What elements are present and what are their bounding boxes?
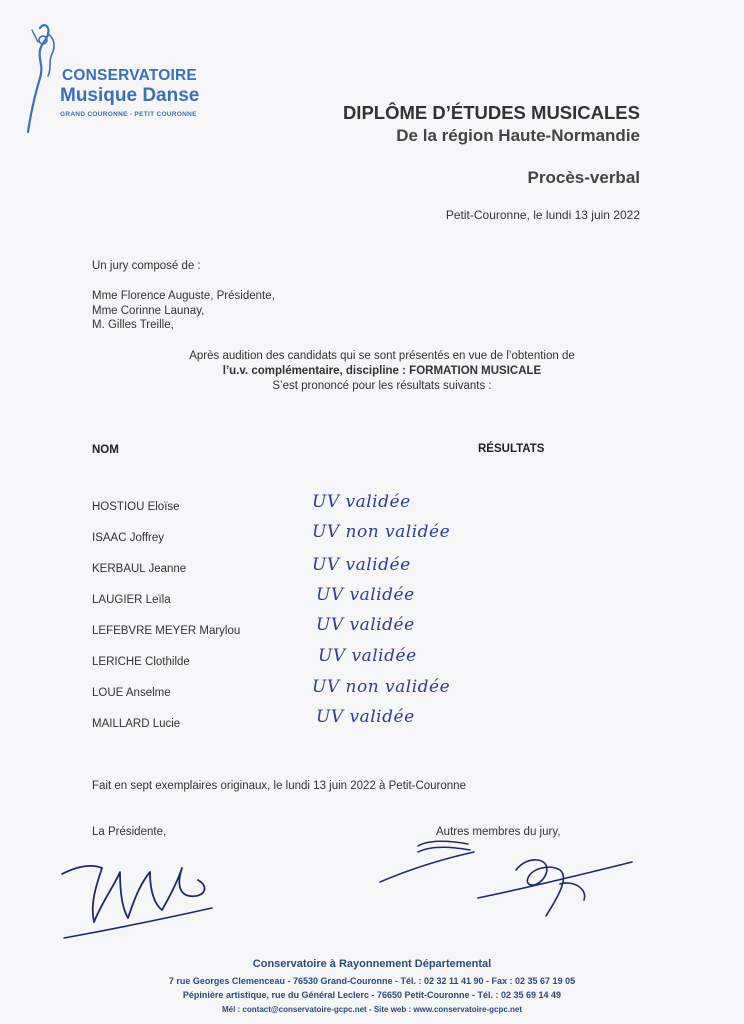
document-subtitle: De la région Haute-Normandie xyxy=(396,126,640,145)
presidente-signature-icon xyxy=(58,846,218,946)
jury-member: Mme Florence Auguste, Présidente, xyxy=(92,290,275,302)
footer-address-2: Pépinière artistique, rue du Général Leclerc - 76650 Petit-Couronne - Tél. : 02 35 69 14 49 xyxy=(182,990,562,1000)
handwritten-result: UV validée xyxy=(318,646,417,666)
handwritten-result: UV non validée xyxy=(312,677,451,697)
statement-line-3: S’est prononcé pour les résultats suivants : xyxy=(272,380,492,392)
handwritten-result: UV non validée xyxy=(312,522,451,542)
handwritten-result: UV validée xyxy=(316,585,415,605)
jury-member-signature-icon xyxy=(476,844,636,924)
document-title: DIPLÔME D’ÉTUDES MUSICALES xyxy=(342,102,640,123)
candidate-name: ISAAC Joffrey xyxy=(92,532,165,544)
jury-members xyxy=(92,289,275,333)
place-date: Petit-Couronne, le lundi 13 juin 2022 xyxy=(445,208,640,222)
candidate-name: LERICHE Clothilde xyxy=(92,656,190,668)
candidate-name: MAILLARD Lucie xyxy=(92,718,181,730)
document-type: Procès-verbal xyxy=(527,168,640,187)
statement-line-2: l’u.v. complémentaire, discipline : FORMATION MUSICALE xyxy=(222,365,542,377)
footer-institution: Conservatoire à Rayonnement Départemental xyxy=(252,958,492,970)
candidate-name: LOUE Anselme xyxy=(92,687,171,699)
other-members-label: Autres membres du jury, xyxy=(436,826,561,838)
handwritten-result: UV validée xyxy=(316,707,415,727)
jury-intro: Un jury composé de : xyxy=(92,260,201,272)
jury-member: Mme Corinne Launay, xyxy=(92,304,205,317)
candidate-name: LEFEBVRE MEYER Marylou xyxy=(92,625,241,637)
logo-text-communes: GRAND COURONNE - PETIT COURONNE xyxy=(60,111,197,118)
column-header-name: NOM xyxy=(92,444,119,456)
jury-member-signature-icon xyxy=(378,836,478,886)
logo-text-conservatoire: CONSERVATOIRE xyxy=(62,67,197,84)
jury-member: M. Gilles Treille, xyxy=(92,319,174,331)
dancer-logo-icon xyxy=(26,20,66,140)
closing-statement: Fait en sept exemplaires originaux, le lundi 13 juin 2022 à Petit-Couronne xyxy=(92,780,466,792)
handwritten-result: UV validée xyxy=(316,615,415,635)
presidente-label: La Présidente, xyxy=(92,826,167,838)
candidate-name: HOSTIOU Eloïse xyxy=(92,501,180,513)
candidate-name: KERBAUL Jeanne xyxy=(92,563,187,575)
statement-line-1: Après audition des candidats qui se sont présentés en vue de l’obtention de xyxy=(189,350,575,362)
footer-contact: Mél : contact@conservatoire-gcpc.net - Site web : www.conservatoire-gcpc.net xyxy=(221,1005,522,1014)
column-header-result: RÉSULTATS xyxy=(478,443,545,455)
handwritten-result: UV validée xyxy=(312,492,411,512)
conservatoire-logo xyxy=(26,20,226,140)
handwritten-result: UV validée xyxy=(312,555,411,575)
footer-address-1: 7 rue Georges Clemenceau - 76530 Grand-Couronne - Tél. : 02 32 11 41 90 - Fax : 02 35 67 19 05 xyxy=(168,976,576,986)
candidate-name: LAUGIER Leïla xyxy=(92,594,171,606)
logo-text-musique-danse: Musique Danse xyxy=(60,85,200,106)
